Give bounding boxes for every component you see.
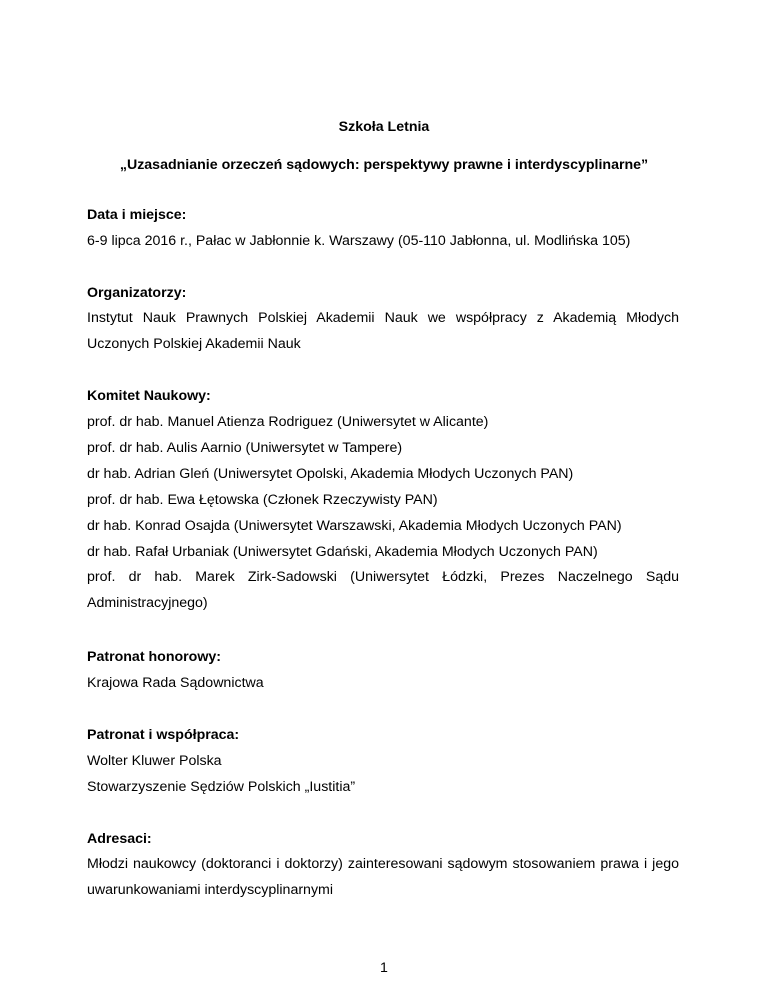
section-heading: Data i miejsce: bbox=[87, 207, 187, 223]
section-heading: Adresaci: bbox=[87, 831, 152, 847]
committee-member: prof. dr hab. Marek Zirk-Sadowski (Uniwersytet Łódzki, Prezes Naczelnego Sądu Administracyjnego) bbox=[87, 569, 679, 611]
section-honorary-patronage bbox=[87, 648, 679, 692]
committee-member: dr hab. Adrian Gleń (Uniwersytet Opolski, Akademia Młodych Uczonych PAN) bbox=[87, 466, 574, 482]
page-number: 1 bbox=[380, 960, 388, 976]
section-heading: Organizatorzy: bbox=[87, 285, 187, 301]
committee-member: dr hab. Rafał Urbaniak (Uniwersytet Gdański, Akademia Młodych Uczonych PAN) bbox=[87, 544, 598, 560]
section-heading: Patronat i współpraca: bbox=[87, 727, 240, 743]
section-heading: Patronat honorowy: bbox=[87, 649, 221, 665]
section-addressees bbox=[87, 830, 679, 903]
section-date-place bbox=[87, 206, 679, 250]
section-committee bbox=[87, 387, 679, 616]
section-text: Krajowa Rada Sądownictwa bbox=[87, 675, 264, 691]
patron-item: Wolter Kluwer Polska bbox=[87, 753, 222, 769]
section-organizers bbox=[87, 284, 679, 357]
committee-member: prof. dr hab. Manuel Atienza Rodriguez (Uniwersytet w Alicante) bbox=[87, 414, 489, 430]
section-text: Instytut Nauk Prawnych Polskiej Akademii Nauk we współpracy z Akademią Młodych Uczonych Polskiej Akademii Nauk bbox=[87, 310, 679, 352]
section-heading: Komitet Naukowy: bbox=[87, 388, 211, 404]
section-patronage-cooperation bbox=[87, 726, 679, 796]
committee-member: prof. dr hab. Ewa Łętowska (Członek Rzeczywisty PAN) bbox=[87, 492, 438, 508]
committee-member: prof. dr hab. Aulis Aarnio (Uniwersytet w Tampere) bbox=[87, 440, 403, 456]
section-text: 6-9 lipca 2016 r., Pałac w Jabłonnie k. Warszawy (05-110 Jabłonna, ul. Modlińska 105) bbox=[87, 233, 631, 249]
document-subtitle: „Uzasadnianie orzeczeń sądowych: perspektywy prawne i interdyscyplinarne” bbox=[119, 157, 649, 173]
committee-member: dr hab. Konrad Osajda (Uniwersytet Warszawski, Akademia Młodych Uczonych PAN) bbox=[87, 518, 622, 534]
patron-item: Stowarzyszenie Sędziów Polskich „Iustitia” bbox=[87, 779, 356, 795]
section-text: Młodzi naukowcy (doktoranci i doktorzy) zainteresowani sądowym stosowaniem prawa i jego uwarunkowaniami interdyscyplinarnymi bbox=[87, 856, 679, 898]
document-title: Szkoła Letnia bbox=[338, 119, 430, 135]
